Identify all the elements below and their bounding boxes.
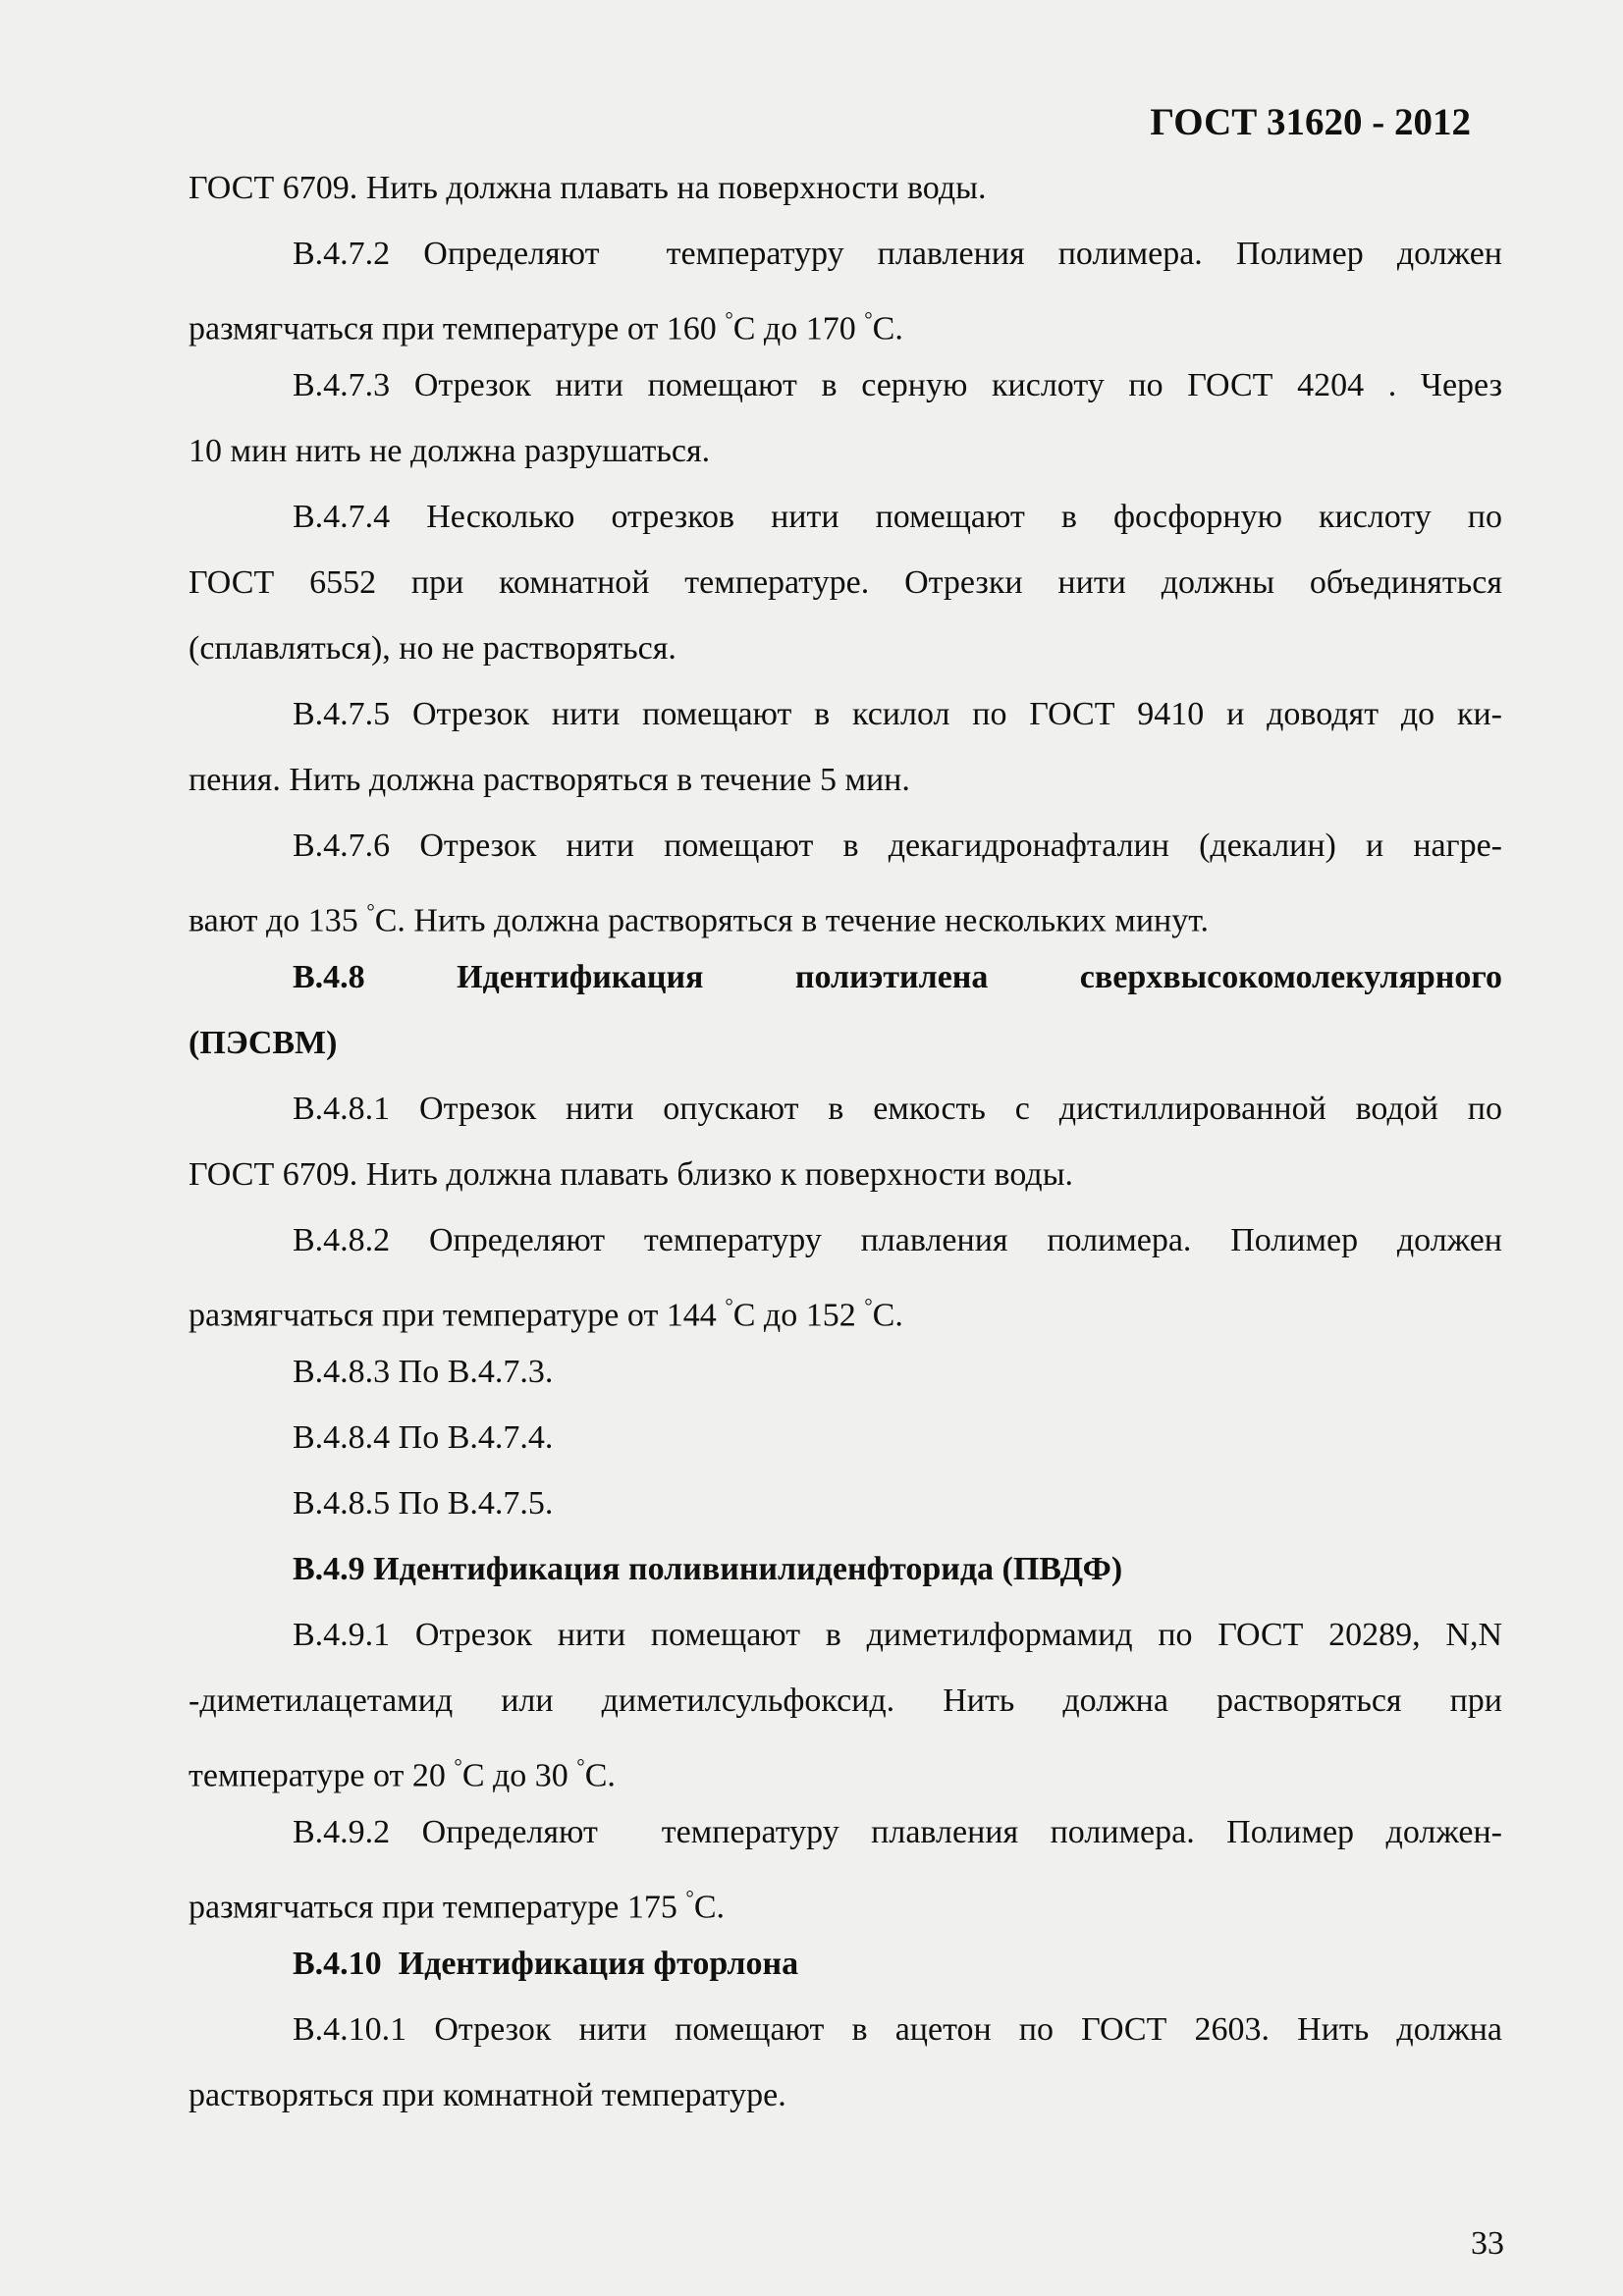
text-line: растворяться при комнатной температуре. bbox=[189, 2077, 786, 2113]
text-line: -диметилацетамид или диметилсульфоксид. Нить должна растворяться при bbox=[189, 1682, 1502, 1719]
degree-symbol: ° bbox=[576, 1754, 585, 1778]
paragraph bbox=[189, 813, 1502, 944]
text-line: ГОСТ 6709. Нить должна плавать на поверхности воды. bbox=[189, 170, 987, 206]
section-heading bbox=[189, 1536, 1502, 1602]
text-line: размягчаться при температуре от 144 °С до 152 °С. bbox=[189, 1294, 903, 1334]
text-line: вают до 135 °С. Нить должна растворяться в течение нескольких минут. bbox=[189, 899, 1210, 939]
text-line: ГОСТ 6709. Нить должна плавать близко к поверхности воды. bbox=[189, 1156, 1074, 1193]
paragraph bbox=[189, 1339, 1502, 1405]
text-line: В.4.9.2 Определяют температуру плавления полимера. Полимер должен- bbox=[293, 1814, 1502, 1850]
degree-symbol: ° bbox=[454, 1754, 462, 1778]
paragraph bbox=[189, 1997, 1502, 2128]
text-line: (ПЭСВМ) bbox=[189, 1025, 338, 1061]
text-line: В.4.7.4 Несколько отрезков нити помещают в фосфорную кислоту по bbox=[293, 499, 1502, 535]
paragraph bbox=[189, 221, 1502, 352]
text-line: В.4.8.1 Отрезок нити опускают в емкость с дистиллированной водой по bbox=[293, 1091, 1502, 1127]
paragraph bbox=[189, 352, 1502, 484]
paragraph bbox=[189, 484, 1502, 681]
paragraph bbox=[189, 1076, 1502, 1207]
text-line: В.4.8.4 По В.4.7.4. bbox=[293, 1419, 554, 1456]
section-heading bbox=[189, 1931, 1502, 1997]
degree-symbol: ° bbox=[366, 899, 375, 923]
page-number: 33 bbox=[1471, 2225, 1504, 2262]
text-line: В.4.9 Идентификация поливинилиденфторида (ПВДФ) bbox=[293, 1551, 1123, 1587]
text-line: 10 мин нить не должна разрушаться. bbox=[189, 433, 711, 469]
paragraph bbox=[189, 1207, 1502, 1339]
paragraph bbox=[189, 1470, 1502, 1536]
text-line: В.4.8 Идентификация полиэтилена сверхвысокомолекулярного bbox=[293, 959, 1502, 995]
page-header: ГОСТ 31620 - 2012 bbox=[1150, 101, 1471, 143]
text-line: В.4.7.6 Отрезок нити помещают в декагидронафталин (декалин) и нагре- bbox=[293, 828, 1502, 864]
degree-symbol: ° bbox=[725, 307, 733, 331]
degree-symbol: ° bbox=[864, 307, 873, 331]
paragraph bbox=[189, 1799, 1502, 1931]
section-heading bbox=[189, 944, 1502, 1076]
text-line: В.4.7.5 Отрезок нити помещают в ксилол по ГОСТ 9410 и доводят до ки- bbox=[293, 696, 1502, 732]
text-line: (сплавляться), но не растворяться. bbox=[189, 630, 676, 667]
text-line: В.4.8.3 По В.4.7.3. bbox=[293, 1354, 554, 1390]
text-line: размягчаться при температуре 175 °С. bbox=[189, 1886, 726, 1926]
paragraph bbox=[189, 1405, 1502, 1470]
text-line: В.4.7.3 Отрезок нити помещают в серную кислоту по ГОСТ 4204 . Через bbox=[293, 367, 1502, 403]
text-line: температуре от 20 °С до 30 °С. bbox=[189, 1754, 616, 1794]
paragraph bbox=[189, 1602, 1502, 1799]
text-line: размягчаться при температуре от 160 °С до 170 °С. bbox=[189, 307, 903, 347]
text-line: ГОСТ 6552 при комнатной температуре. Отрезки нити должны объединяться bbox=[189, 564, 1502, 601]
text-line: В.4.8.2 Определяют температуру плавления полимера. Полимер должен bbox=[293, 1222, 1502, 1258]
paragraph bbox=[189, 681, 1502, 813]
text-line: В.4.8.5 По В.4.7.5. bbox=[293, 1485, 554, 1522]
degree-symbol: ° bbox=[685, 1886, 694, 1909]
text-line: пения. Нить должна растворяться в течение 5 мин. bbox=[189, 762, 910, 798]
text-line: В.4.10.1 Отрезок нити помещают в ацетон по ГОСТ 2603. Нить должна bbox=[293, 2011, 1502, 2048]
degree-symbol: ° bbox=[725, 1294, 733, 1317]
page-content bbox=[189, 89, 1502, 2128]
text-line: В.4.9.1 Отрезок нити помещают в диметилформамид по ГОСТ 20289, N,N bbox=[293, 1617, 1502, 1653]
text-line: В.4.7.2 Определяют температуру плавления полимера. Полимер должен bbox=[293, 236, 1502, 272]
degree-symbol: ° bbox=[864, 1294, 873, 1317]
paragraphs bbox=[189, 155, 1502, 2128]
text-line: В.4.10 Идентификация фторлона bbox=[293, 1946, 799, 1982]
paragraph bbox=[189, 155, 1502, 221]
